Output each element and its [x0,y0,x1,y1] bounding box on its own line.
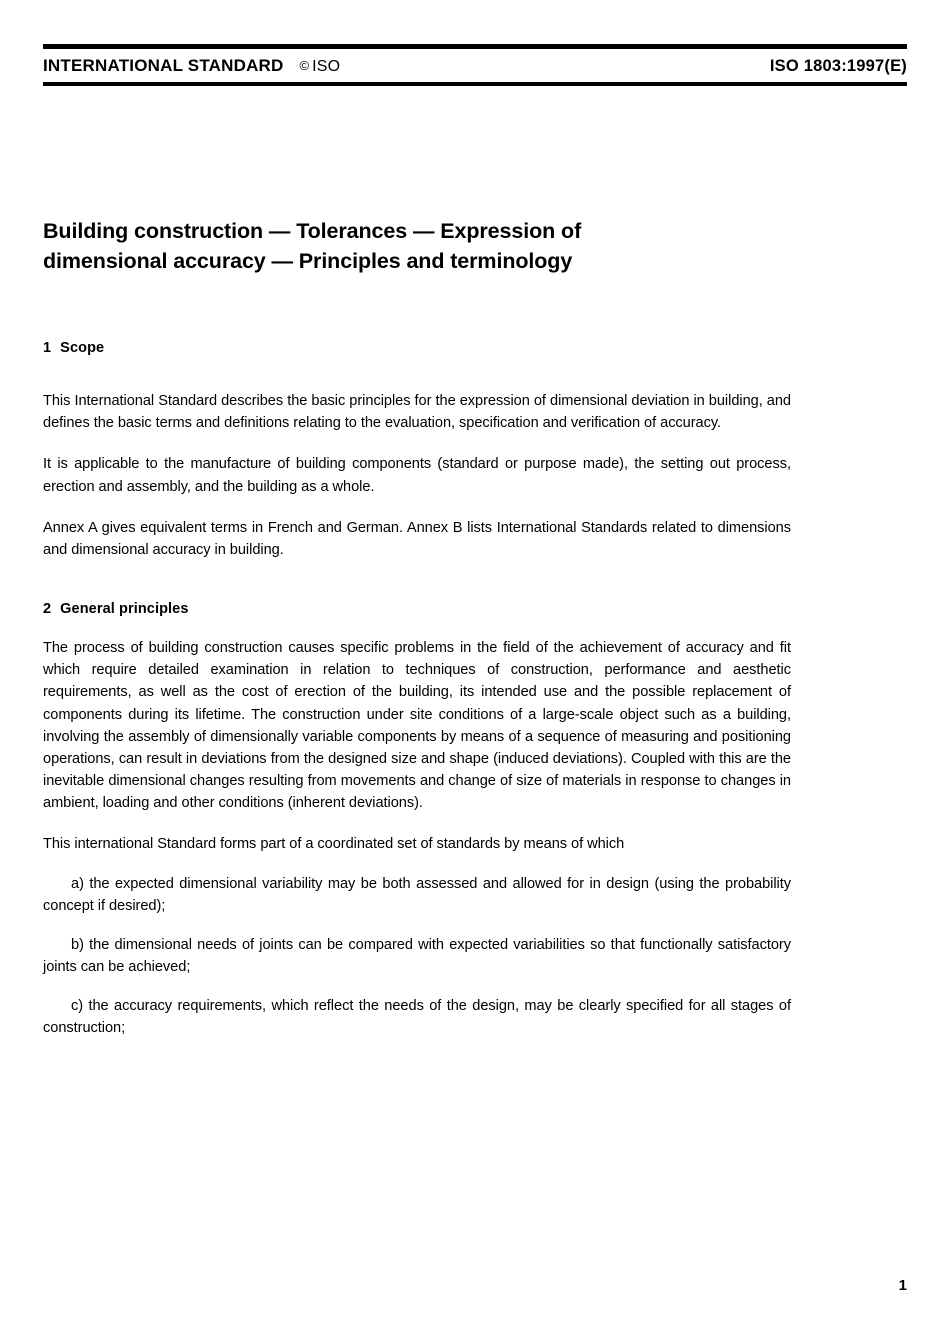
spacer [43,917,791,934]
section-title-general-principles: General principles [60,601,189,618]
general-principles-paragraph-2: This international Standard forms part of a coordinated set of standards by means of which [43,836,625,853]
list-item: c) the accuracy requirements, which reflect the needs of the design, may be clearly specified for all stages of construction; [43,998,791,1037]
section-number-general-principles: 2 [43,601,52,618]
list-item: b) the dimensional needs of joints can be compared with expected variabilities so that functionally satisfactory joints can be achieved; [43,936,791,976]
page-title [43,217,773,275]
spacer [43,434,791,453]
header-left-group [43,56,340,76]
spacer [43,856,791,873]
document-body [43,340,791,1040]
section-heading-general-principles [43,601,791,617]
spacer [43,617,791,637]
section-heading-scope [43,340,791,356]
scope-paragraph-2: It is applicable to the manufacture of building components (standard or purpose made), the setting out process, erection and assembly, and the building as a whole. [43,456,791,495]
copyright-icon: © [299,58,310,73]
header-standard-label: INTERNATIONAL STANDARD [43,56,284,75]
scope-paragraph-3: Annex A gives equivalent terms in French and German. Annex B lists International Standards related to dimensions and dimensional accuracy in building. [43,519,791,558]
page-title-line-1: Building construction — Tolerances — Expression of [43,219,582,244]
spacer [43,561,791,601]
spacer [43,356,791,390]
section-number-scope: 1 [43,340,52,356]
header-organization: ISO [312,58,341,75]
page-title-line-2: dimensional accuracy — Principles and terminology [43,248,573,273]
section-title-scope: Scope [60,340,105,356]
list-item: a) the expected dimensional variability may be both assessed and allowed for in design (using the probability concept if desired); [43,875,791,914]
general-principles-paragraph-1: The process of building construction causes specific problems in the field of the achievement of accuracy and fit which require detailed examination in relation to techniques of construction, performance and aesthetic requirements, as well as the cost of erection of the building, its intended use and the possible replacement of components during its lifetime. The construction under site conditions of a large-scale object such as a building, involving the assembly of dimensionally variable components by means of a sequence of measuring and positioning operations, can result in deviations from the designed size and shape (induced deviations). Coupled with this are the inevitable dimensional changes resulting from movements and change of size of materials in response to changes in ambient, loading and other conditions (inherent deviations). [43,640,791,812]
spacer [43,498,791,517]
spacer [43,814,791,833]
scope-paragraph-1: This International Standard describes the basic principles for the expression of dimensional deviation in building, and defines the basic terms and definitions relating to the evaluation, specification and verification of accuracy. [43,393,791,432]
spacer [43,978,791,995]
header-rule-bottom [43,82,907,86]
page-header [43,44,907,86]
header-row [43,49,907,82]
header-standard-reference: ISO 1803:1997(E) [769,57,907,75]
page-number: 1 [898,1277,907,1294]
